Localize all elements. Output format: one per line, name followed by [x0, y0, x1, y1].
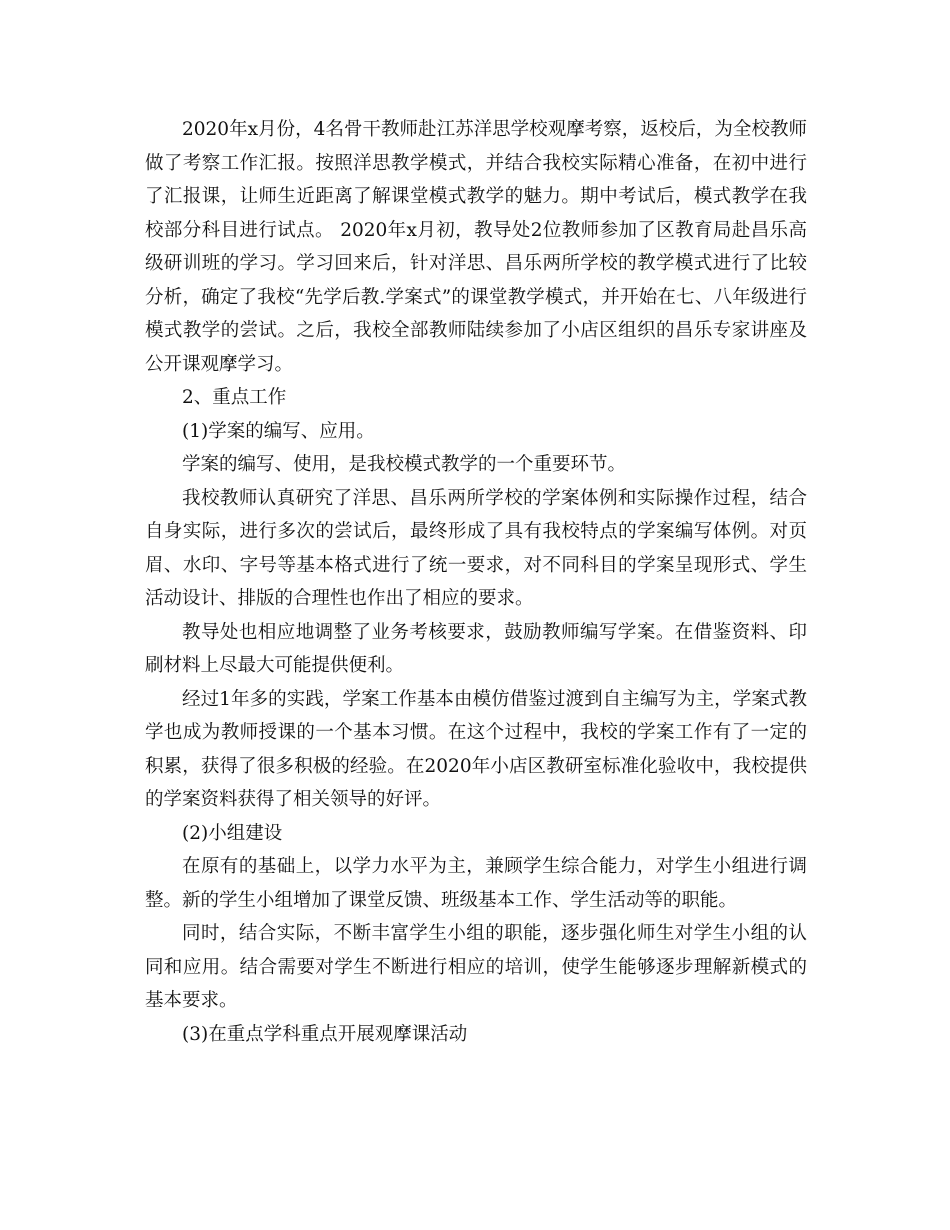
paragraph-practice-results: 经过1年多的实践，学案工作基本由模仿借鉴过渡到自主编写为主，学案式教学也成为教师授课的一个基本习惯。在这个过程中，我校的学案工作有了一定的积累，获得了很多积极的经验。在2020年小店区教研室标准化验收中，我校提供的学案资料获得了相关领导的好评。 — [145, 688, 807, 810]
subheading-group-building: (2)小组建设 — [182, 822, 283, 844]
paragraph-study-plan-role: 学案的编写、使用，是我校模式教学的一个重要环节。 — [182, 454, 627, 475]
section-heading-key-work: 2、重点工作 — [182, 387, 287, 408]
document-page — [145, 113, 807, 1051]
paragraph-group-adjustment: 在原有的基础上，以学力水平为主，兼顾学生综合能力，对学生小组进行调整。新的学生小组增加了课堂反馈、班级基本工作、学生活动等的职能。 — [145, 856, 807, 911]
paragraph-teaching-office: 教导处也相应地调整了业务考核要求，鼓励教师编写学案。在借鉴资料、印刷材料上尽最大可能提供便利。 — [145, 621, 807, 676]
paragraph-intro: 2020年x月份，4名骨干教师赴江苏洋思学校观摩考察，返校后，为全校教师做了考察工作汇报。按照洋思教学模式，并结合我校实际精心准备，在初中进行了汇报课，让师生近距离了解课堂模式教学的魅力。期中考试后，模式教学在我校部分科目进行试点。 2020年x月初，教导处2位教师参加了区教育局赴昌乐高级研训班的学习。学习回来后，针对洋思、昌乐两所学校的教学模式进行了比较分析，确定了我校“先学后教.学案式”的课堂教学模式，并开始在七、八年级进行模式教学的尝试。之后，我校全部教师陆续参加了小店区组织的昌乐专家讲座及公开课观摩学习。 — [145, 119, 807, 375]
paragraph-group-functions: 同时，结合实际，不断丰富学生小组的职能，逐步强化师生对学生小组的认同和应用。结合需要对学生不断进行相应的培训，使学生能够逐步理解新模式的基本要求。 — [145, 923, 807, 1011]
subheading-study-plan: (1)学案的编写、应用。 — [182, 420, 375, 442]
subheading-observation-lessons: (3)在重点学科重点开展观摩课活动 — [182, 1023, 468, 1045]
paragraph-study-plan-format: 我校教师认真研究了洋思、昌乐两所学校的学案体例和实际操作过程，结合自身实际，进行多次的尝试后，最终形成了具有我校特点的学案编写体例。对页眉、水印、字号等基本格式进行了统一要求，对不同科目的学案呈现形式、学生活动设计、排版的合理性也作出了相应的要求。 — [145, 487, 807, 609]
